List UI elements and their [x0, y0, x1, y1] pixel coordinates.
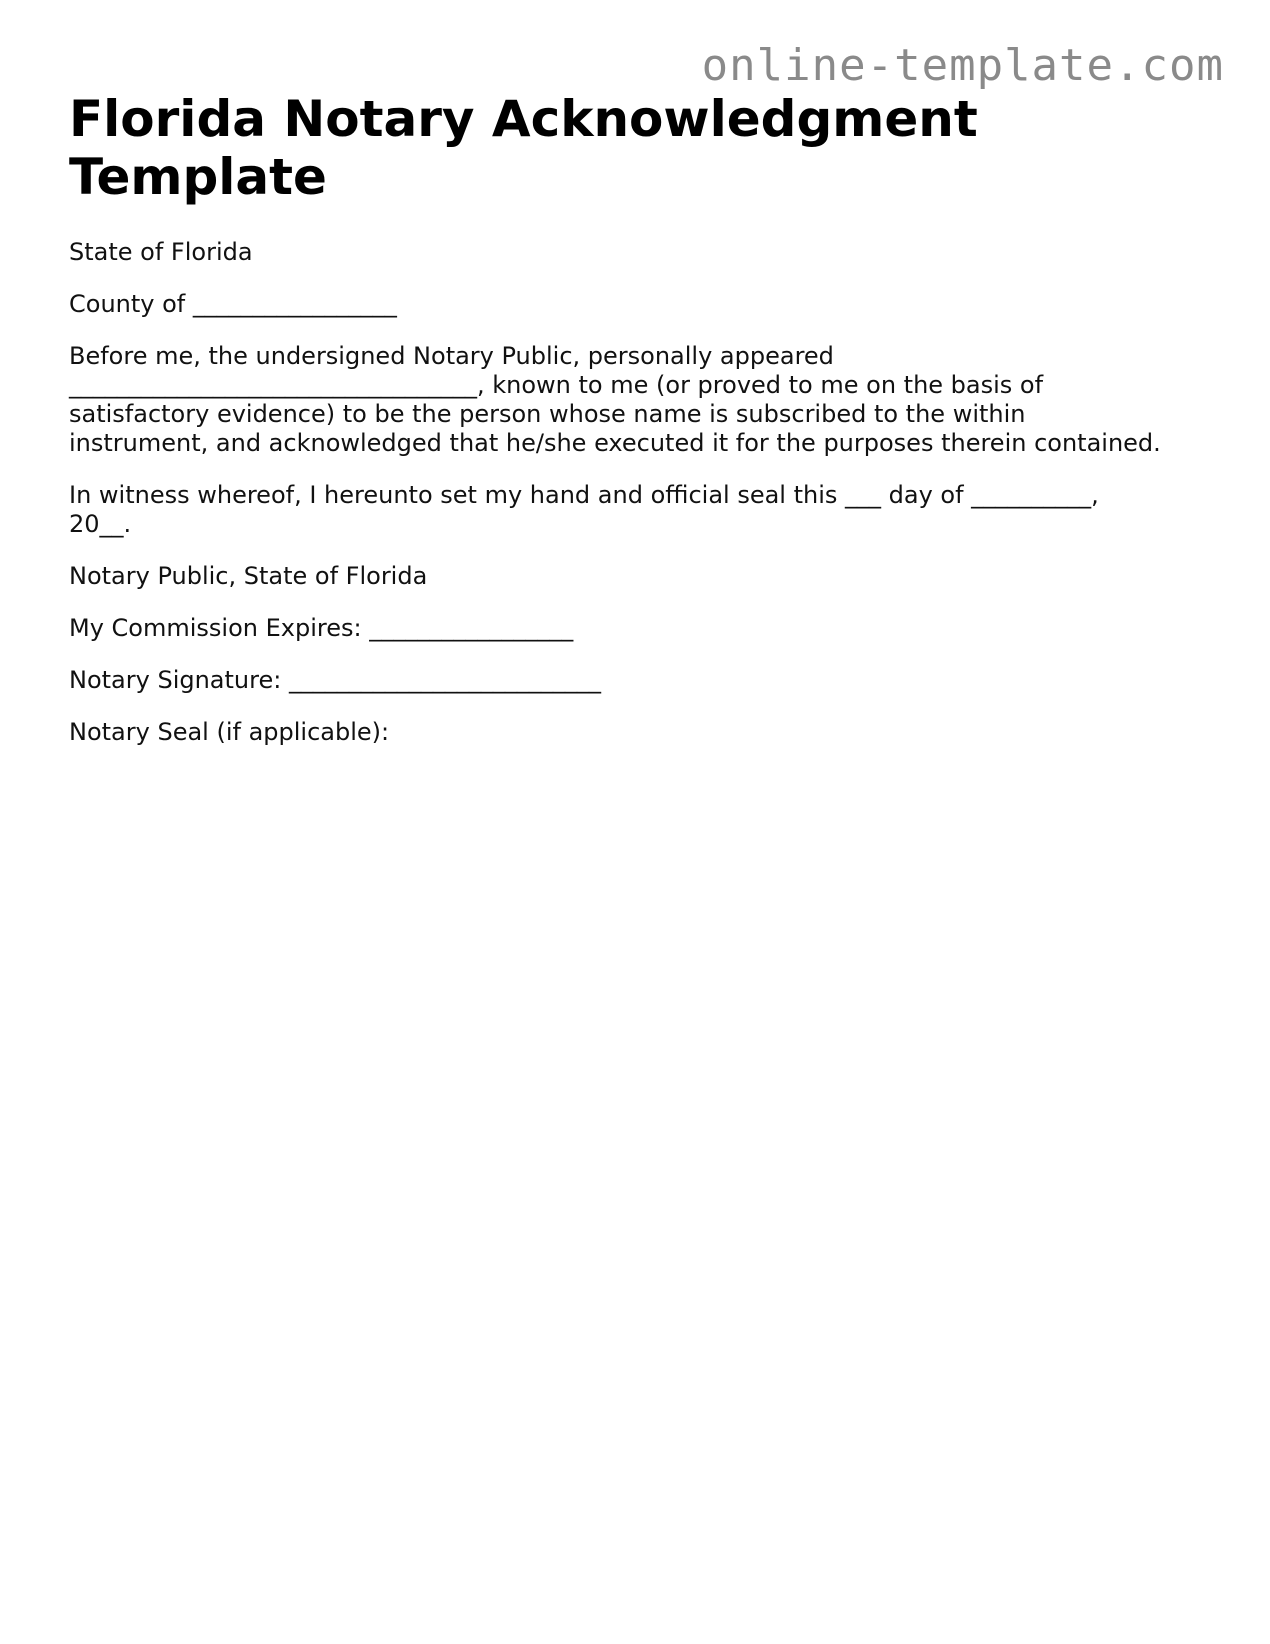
state-line: State of Florida — [69, 238, 253, 266]
acknowledgment-line: Before me, the undersigned Notary Public, personally appeared — [69, 342, 834, 370]
watermark: online-template.com — [701, 40, 1224, 91]
notary-signature-line: Notary Signature: __________________________ — [69, 666, 601, 694]
notary-seal-line: Notary Seal (if applicable): — [69, 718, 390, 746]
acknowledgment-line: __________________________________, known to me (or proved to me on the basis of — [69, 371, 1044, 399]
witness-paragraph — [69, 481, 1209, 539]
witness-line: In witness whereof, I hereunto set my hand and official seal this ___ day of __________, — [69, 481, 1099, 509]
title-line-1: Florida Notary Acknowledgment — [69, 90, 978, 148]
acknowledgment-line: satisfactory evidence) to be the person whose name is subscribed to the within — [69, 400, 1026, 428]
acknowledgment-line: instrument, and acknowledged that he/she executed it for the purposes therein contained. — [69, 429, 1161, 457]
commission-expires-line: My Commission Expires: _________________ — [69, 614, 574, 642]
county-line: County of _________________ — [69, 290, 397, 318]
witness-line: 20__. — [69, 510, 132, 538]
notary-public-line: Notary Public, State of Florida — [69, 562, 428, 590]
document-page — [69, 90, 1209, 747]
document-title — [69, 90, 1209, 206]
acknowledgment-paragraph — [69, 342, 1209, 458]
title-line-2: Template — [69, 148, 327, 206]
